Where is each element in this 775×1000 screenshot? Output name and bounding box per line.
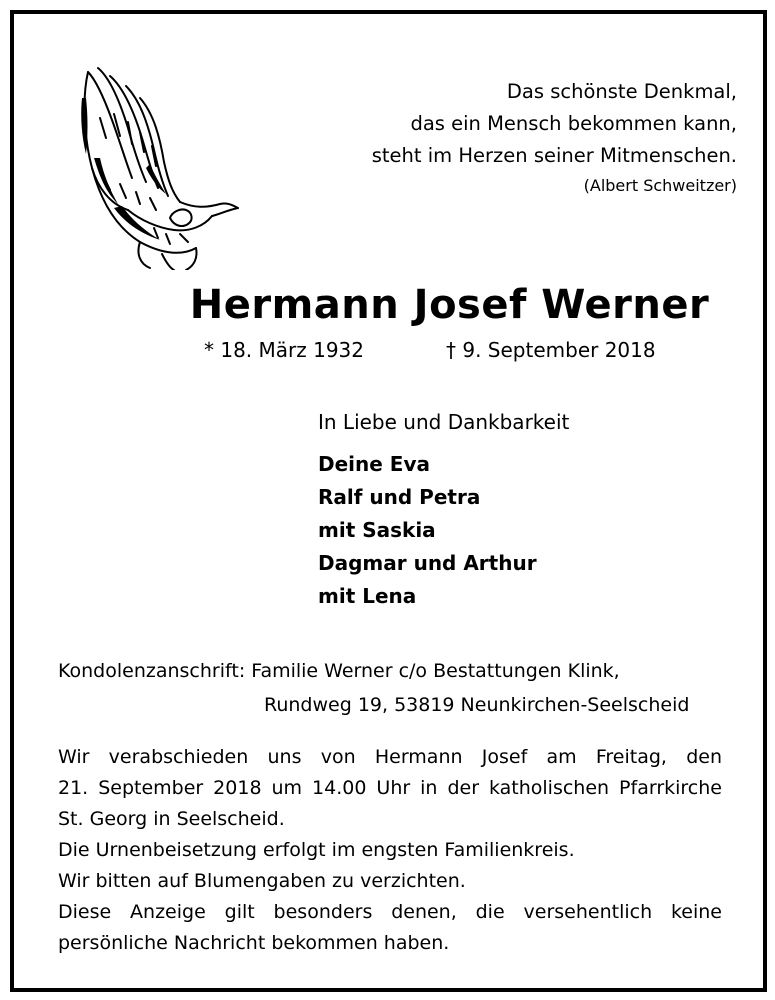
notice-line: Wir bitten auf Blumengaben zu verzichten. — [58, 870, 466, 892]
quote-block — [372, 76, 737, 198]
family-intro: In Liebe und Dankbarkeit — [318, 410, 570, 434]
condolence-line: Kondolenzanschrift: Familie Werner c/o Bestattungen Klink, — [58, 660, 620, 682]
quote-line: steht im Herzen seiner Mitmenschen. — [371, 144, 737, 167]
family-member: mit Lena — [318, 584, 417, 608]
funeral-notice — [58, 742, 722, 959]
notice-line: persönliche Nachricht bekommen haben. — [58, 932, 450, 954]
family-member: Dagmar und Arthur — [318, 551, 537, 575]
death-date: † 9. September 2018 — [446, 338, 656, 362]
notice-line: Diese Anzeige gilt besonders denen, die versehentlich keine — [58, 901, 722, 923]
notice-line: Die Urnenbeisetzung erfolgt im engsten Familienkreis. — [58, 839, 575, 861]
quote-line: Das schönste Denkmal, — [506, 80, 737, 103]
quote-author: (Albert Schweitzer) — [583, 176, 737, 195]
family-block — [318, 410, 569, 613]
obituary-frame — [10, 10, 767, 992]
condolence-address — [58, 654, 689, 722]
deceased-name: Hermann Josef Werner — [189, 282, 710, 328]
birth-date: * 18. März 1932 — [204, 338, 365, 362]
notice-line: 21. September 2018 um 14.00 Uhr in der katholischen Pfarrkirche — [58, 777, 722, 799]
family-member: Ralf und Petra — [318, 485, 481, 509]
praying-hands-icon — [70, 58, 240, 270]
family-member: mit Saskia — [318, 518, 436, 542]
notice-line: St. Georg in Seelscheid. — [58, 808, 285, 830]
condolence-line: Rundweg 19, 53819 Neunkirchen-Seelscheid — [264, 694, 690, 716]
family-member: Deine Eva — [318, 452, 430, 476]
notice-line: Wir verabschieden uns von Hermann Josef am Freitag, den — [58, 746, 722, 768]
quote-line: das ein Mensch bekommen kann, — [410, 112, 737, 135]
